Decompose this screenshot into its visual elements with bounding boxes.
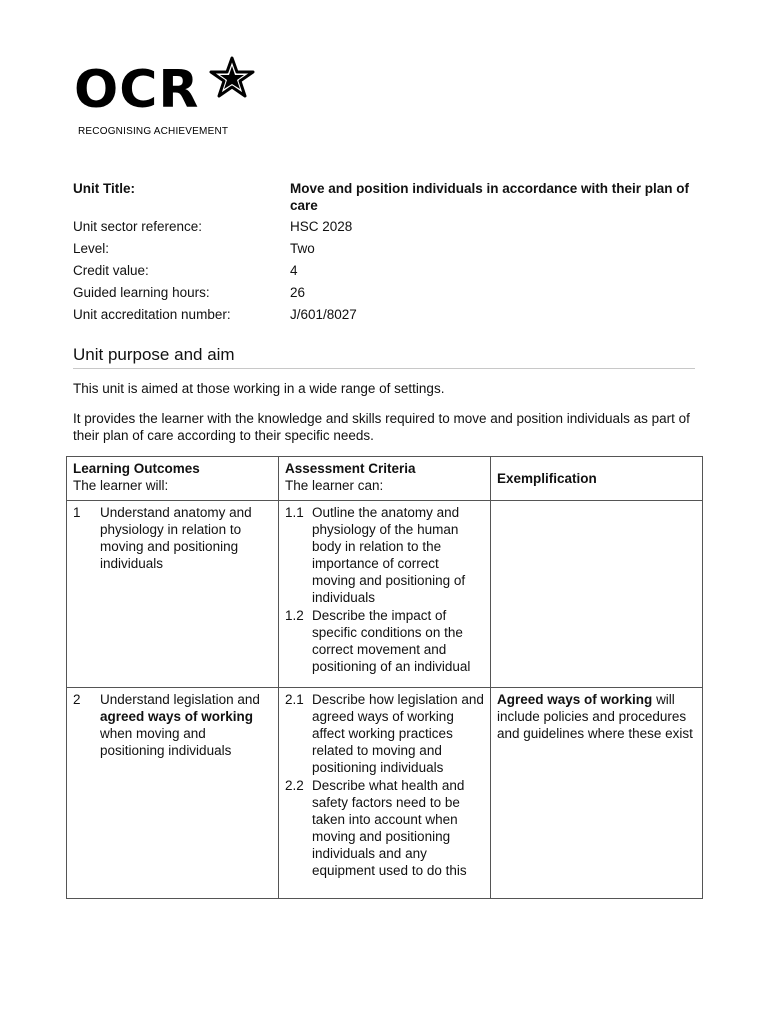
ocr-logo (74, 56, 264, 140)
section-heading: Unit purpose and aim (73, 344, 695, 369)
table-row (67, 501, 703, 688)
outcome-text-part: Understand legislation and (100, 692, 260, 707)
outcome-text-part: when moving and positioning individuals (100, 726, 232, 758)
outcome-number: 2 (73, 692, 81, 707)
header-assessment-criteria (279, 457, 491, 501)
criterion-text: Outline the anatomy and physiology of the human body in relation to the importance of correct moving and positioning of individuals (312, 505, 466, 605)
info-row (73, 306, 693, 323)
info-row (73, 218, 693, 235)
header-subtitle: The learner will: (73, 478, 169, 493)
header-title: Learning Outcomes (73, 461, 200, 476)
info-row (73, 262, 693, 279)
exemplification-key-term: Agreed ways of working (497, 692, 653, 707)
info-row-title (73, 180, 693, 214)
outcome-key-term: agreed ways of working (100, 709, 254, 724)
info-key: Unit Title: (73, 181, 135, 196)
criterion-text: Describe the impact of specific conditions on the correct movement and positioning of an individual (312, 608, 471, 674)
info-row (73, 284, 693, 301)
info-value: 4 (290, 263, 298, 278)
criterion-text: Describe what health and safety factors need to be taken into account when moving and positioning individuals and any equipment used to do this (312, 778, 467, 878)
table-header-row (67, 457, 703, 501)
criterion-number: 1.2 (285, 608, 304, 623)
star-icon (202, 56, 256, 102)
info-key: Unit accreditation number: (73, 307, 231, 322)
purpose-paragraph-1: This unit is aimed at those working in a wide range of settings. (73, 381, 445, 396)
purpose-paragraph-2: It provides the learner with the knowledge and skills required to move and position individuals as part of their plan of care according to their specific needs. (73, 411, 690, 443)
header-exemplification (491, 457, 703, 501)
info-value: HSC 2028 (290, 219, 353, 234)
outcomes-table (66, 456, 703, 899)
header-title: Exemplification (497, 471, 597, 486)
header-learning-outcomes (67, 457, 279, 501)
info-key: Credit value: (73, 263, 149, 278)
exemplification-cell (491, 688, 703, 899)
assessment-criteria-cell (279, 501, 491, 688)
learning-outcome-cell (67, 688, 279, 899)
header-subtitle: The learner can: (285, 478, 384, 493)
outcome-text: Understand anatomy and physiology in relation to moving and positioning individuals (100, 505, 252, 571)
logo-tagline: RECOGNISING ACHIEVEMENT (78, 126, 229, 137)
logo-wordmark: OCR (74, 60, 200, 120)
criterion-number: 1.1 (285, 505, 304, 520)
outcome-text (100, 691, 272, 759)
info-value: 26 (290, 285, 306, 300)
unit-info (73, 180, 693, 328)
table-row (67, 688, 703, 899)
header-title: Assessment Criteria (285, 461, 416, 476)
learning-outcome-cell (67, 501, 279, 688)
assessment-criteria-cell (279, 688, 491, 899)
info-row (73, 240, 693, 257)
exemplification-cell (491, 501, 703, 688)
criterion-number: 2.2 (285, 778, 304, 793)
info-key: Level: (73, 241, 110, 256)
criterion-text: Describe how legislation and agreed ways of working affect working practices related to moving and positioning individuals (312, 692, 484, 775)
outcome-number: 1 (73, 505, 81, 520)
info-value: Two (290, 241, 315, 256)
info-value: Move and position individuals in accordance with their plan of care (290, 181, 690, 213)
criterion-number: 2.1 (285, 692, 304, 707)
info-key: Guided learning hours: (73, 285, 210, 300)
exemplification-text: will include policies and procedures and guidelines where these exist (497, 692, 693, 741)
info-value: J/601/8027 (290, 307, 357, 322)
info-key: Unit sector reference: (73, 219, 203, 234)
